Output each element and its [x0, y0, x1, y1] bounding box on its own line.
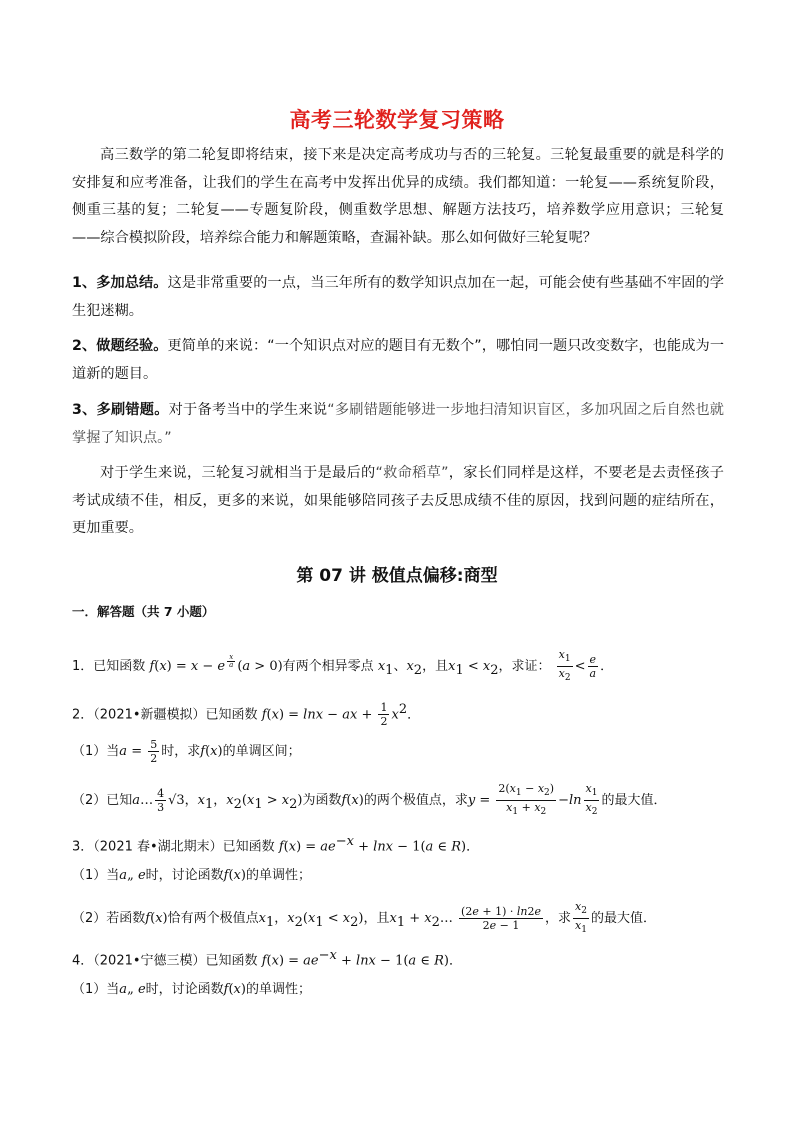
problem-3-part-1-text-3: 的单调性； — [245, 868, 311, 883]
tip-1-body: 这是非常重要的一点，当三年所有的数学知识点加在一起，可能会使有些基础不牢固的学生犯迷糊。 — [72, 275, 724, 319]
problem-4-part-1-text-3: 的单调性； — [245, 982, 311, 997]
tip-3 — [72, 397, 724, 452]
problem-1: 1．已知函数 f(x) = x − e $^{\frac{x}{a}}$ (a > 0)有两个相异零点 $x_1$、$x_2$，且$x_1 < x_2$，求证： $\frac{x_1}{x_2}$ < $\frac{e}{a}$ ． — [72, 648, 614, 684]
closing-quote: “救命稻草” — [375, 465, 449, 481]
problem-3-end: ． — [466, 839, 480, 855]
problem-2-end: ． — [407, 707, 421, 723]
tip-3-body: 对于备考当中的学生来说 — [168, 402, 328, 418]
tip-3-quote: “多刷错题能够进一步地扫清知识盲区，多加巩固之后自然也就掌握了知识点。” — [72, 402, 724, 446]
problem-3-part-1-label: （1） — [72, 868, 107, 883]
problem-4-source: （2021•宁德三模） — [93, 953, 206, 969]
problem-3-part-2-text-3: ，且 — [363, 911, 390, 927]
tip-1-heading: 1、多加总结。 — [72, 275, 168, 291]
problem-1-text-3: ，且 — [422, 659, 449, 675]
page-title: 高考三轮数学复习策略 — [289, 108, 505, 132]
problem-2-part-1-text-2: 时，求 — [161, 744, 201, 759]
problem-4-part-1-label: （1） — [72, 982, 107, 997]
problem-2-part-1-label: （1） — [72, 744, 107, 759]
problem-2-source: （2021•新疆模拟） — [93, 707, 206, 723]
problem-3-source: （2021 春•湖北期末） — [93, 839, 223, 855]
problem-3-part-2-text-2: 恰有两个极值点 — [167, 911, 259, 927]
tip-2 — [72, 333, 724, 388]
problem-3-part-2-text-4: ，求 — [544, 911, 571, 927]
problem-4-text: 已知函数 — [205, 953, 258, 969]
problem-2-part-2-label: （2） — [72, 793, 107, 809]
closing-paragraph — [72, 460, 724, 543]
problem-2-part-2-text-4: 的最大值． — [601, 793, 667, 809]
problem-2-part-2-text-3: 的两个极值点，求 — [363, 793, 468, 809]
problem-3-part-1: （1）当a„ e时，讨论函数f(x)的单调性； — [72, 868, 311, 883]
problem-2-part-1: （1）当a = $\frac{5}{2}$ 时，求f(x)的单调区间； — [72, 738, 301, 765]
problem-2-part-1-text: 当 — [106, 744, 120, 759]
problem-4-part-1-text: 当 — [106, 982, 120, 997]
problem-3-part-2-label: （2） — [72, 911, 107, 927]
problem-1-end: ． — [600, 659, 614, 675]
problem-3-part-2-text: 若函数 — [106, 911, 146, 927]
tip-2-body: 更简单的来说：“一个知识点对应的题目有无数个”，哪怕同一题只改变数字，也能成为一道新的题目。 — [72, 338, 725, 382]
problem-3-part-2-sep: ， — [274, 911, 288, 927]
problem-4-end: ． — [448, 953, 462, 969]
problem-3-number: 3． — [72, 839, 94, 855]
problem-3-part-2: （2）若函数f(x)恰有两个极值点$x_1$，$x_2(x_1 < x_2)$，且$x_1$ + $x_2\dots$ $\frac{(2e + 1) \cdot \ln 2e}{2e - 1}$ ，求 $\frac{x_2}{x_1}$ 的最大值． — [72, 900, 656, 936]
problem-2-part-1-text-3: 的单调区间； — [222, 744, 301, 759]
problem-4-number: 4． — [72, 953, 94, 969]
problem-1-text: 已知函数 — [93, 659, 146, 675]
formula-f1: f — [149, 659, 155, 675]
problem-2-number: 2． — [72, 707, 94, 723]
problem-2-part-2-text: 已知 — [106, 793, 133, 809]
problem-4-part-1-text-2: 时，讨论函数 — [145, 982, 224, 997]
problem-1-text-4: ，求证： — [498, 659, 551, 675]
problem-3: 3．（2021 春•湖北期末）已知函数 $f(x) = ae^{-x} + \ln x - 1(a$ ∈ R)． — [72, 834, 480, 855]
problem-3-part-1-text-2: 时，讨论函数 — [145, 868, 224, 883]
closing-text-b: ，家长们同样是这样，不要老是去责怪孩子考试成绩不佳，相反，更多的来说，如果能够陪同孩子去反思成绩不佳的原因，找到问题的症结所在，更加重要。 — [72, 465, 724, 536]
problem-1-sep: 、 — [393, 659, 407, 675]
problem-1-number: 1． — [72, 659, 94, 675]
problem-2: 2．（2021•新疆模拟）已知函数 f(x) = lnx − ax + $\frac{1}{2}$ $x^2$． — [72, 701, 421, 729]
tip-3-heading: 3、多刷错题。 — [72, 402, 169, 418]
intro-paragraph: 高三数学的第二轮复即将结束，接下来是决定高考成功与否的三轮复。三轮复最重要的就是科学的安排复和应考准备，让我们的学生在高考中发挥出优异的成绩。我们都知道：一轮复——系统复阶段，侧重三基的复；二轮复——专题复阶段，侧重数学思想、解题方法技巧，培养数学应用意识；三轮复——综合模拟阶段，培养综合能力和解题策略，查漏补缺。那么如何做好三轮复呢？ — [72, 147, 724, 246]
problem-3-part-1-text: 当 — [106, 868, 120, 883]
problem-4-part-1: （1）当a„ e时，讨论函数f(x)的单调性； — [72, 982, 311, 997]
closing-text-a: 对于学生来说，三轮复习就相当于是最后的 — [100, 465, 376, 481]
problem-1-text-2: 有两个相异零点 — [282, 659, 374, 675]
problem-2-part-2-text-2: 为函数 — [302, 793, 342, 809]
tip-1 — [72, 270, 724, 325]
problem-3-part-2-text-5: 的最大值． — [590, 911, 656, 927]
problem-2-part-2-sep: ， — [184, 793, 198, 809]
tip-2-heading: 2、做题经验。 — [72, 338, 168, 354]
problem-2-text: 已知函数 — [205, 707, 258, 723]
problem-2-part-2: （2）已知a… $\frac{4}{3}$ √3，$x_1$，$x_2(x_1 > x_2)$为函数f(x)的两个极值点，求y = $\frac{2(x_1 - x_2)}{x_1 + x_2}$ −ln $\frac{x_1}{x_2}$ 的最大值． — [72, 782, 667, 818]
problem-4: 4．（2021•宁德三模）已知函数 $f(x) = ae^{-x} + \ln x - 1(a$ ∈ R)． — [72, 948, 462, 969]
lecture-title: 第 07 讲 极值点偏移:商型 — [296, 566, 498, 586]
section-heading: 一．解答题（共 7 小题） — [72, 604, 215, 619]
problem-3-text: 已知函数 — [222, 839, 275, 855]
